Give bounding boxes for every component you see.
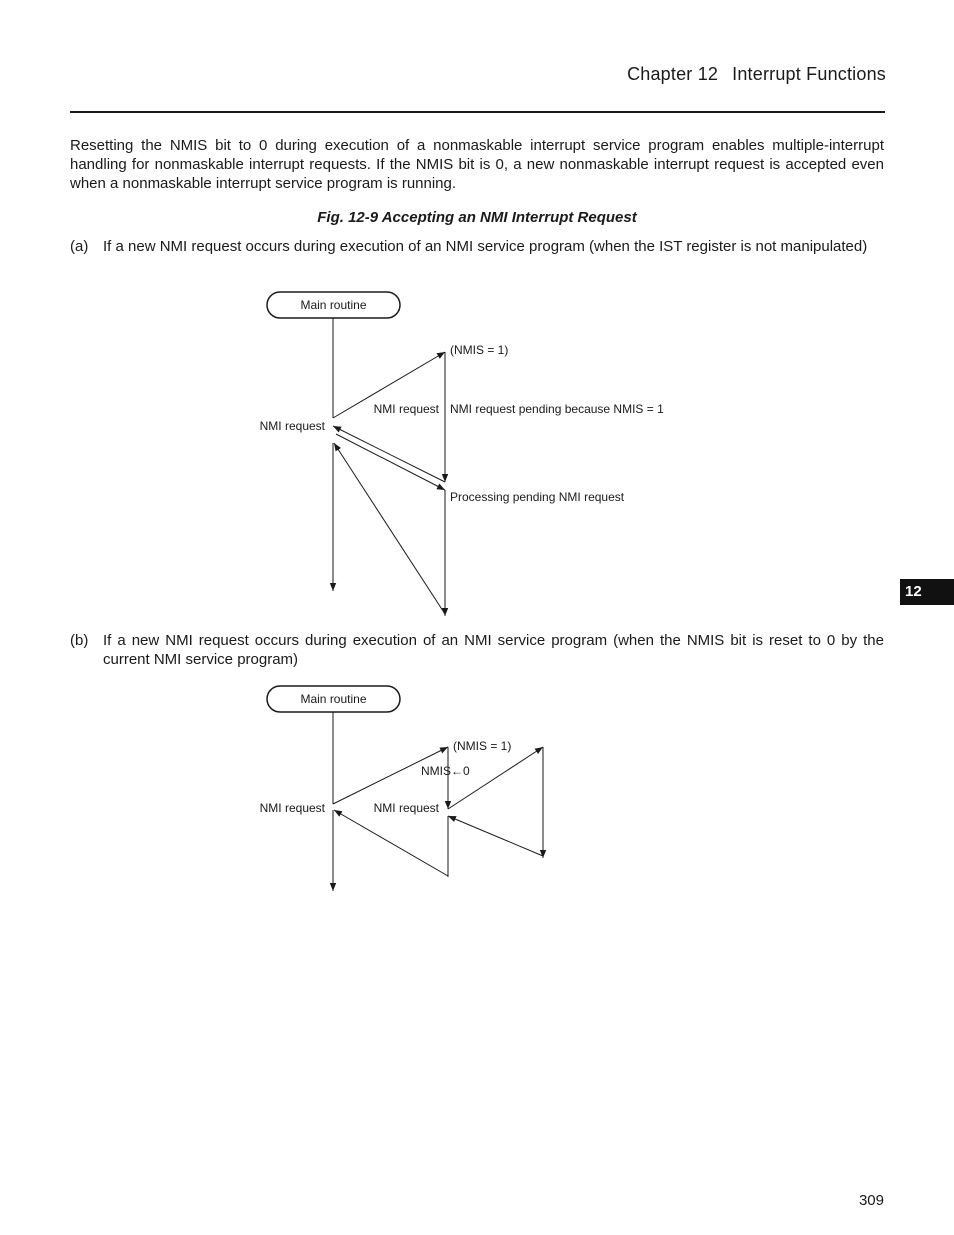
nmis-reset-label: NMIS←0: [421, 764, 470, 778]
case-a-tag: (a): [70, 238, 89, 255]
nmi-request-left-label: NMI request: [259, 801, 325, 815]
processing-label: Processing pending NMI request: [450, 490, 625, 504]
nmi-request-right-label: NMI request: [373, 801, 439, 815]
case-a-description: [70, 237, 884, 256]
chapter-thumb-tab: 12: [900, 579, 954, 605]
branch-to-pending: [336, 434, 445, 490]
case-b-text: If a new NMI request occurs during execution of an NMI service program (when the NMIS bit is reset to 0 by the current NMI service program): [103, 632, 884, 668]
return-from-nmi-service-2: [448, 816, 543, 856]
pending-label: NMI request pending because NMIS = 1: [450, 402, 664, 416]
case-b-tag: (b): [70, 632, 89, 649]
chapter-title: Interrupt Functions: [732, 64, 886, 84]
diagram-b: [0, 680, 954, 900]
nmis-label: (NMIS = 1): [453, 739, 512, 753]
nmi-request-right-label: NMI request: [373, 402, 439, 416]
page-number: 309: [858, 1192, 884, 1209]
chapter-header: [627, 64, 886, 85]
chapter-number: Chapter 12: [627, 64, 719, 84]
return-to-main: [333, 426, 445, 482]
return-from-pending: [334, 443, 445, 614]
main-routine-label: Main routine: [300, 298, 367, 312]
branch-to-nmi-service-2: [448, 747, 543, 809]
nmis-label: (NMIS = 1): [450, 343, 509, 357]
figure-caption: Fig. 12-9 Accepting an NMI Interrupt Request: [317, 209, 637, 226]
main-routine-label: Main routine: [300, 692, 367, 706]
intro-paragraph: Resetting the NMIS bit to 0 during execution of a nonmaskable interrupt service program enables multiple-interrupt handling for nonmaskable interrupt requests. If the NMIS bit is 0, a new nonmaskable interrupt request is accepted even when a nonmaskable interrupt service program is running.: [70, 137, 884, 192]
case-b-description: [70, 631, 884, 669]
nmi-request-left-label: NMI request: [259, 419, 325, 433]
diagram-a: [0, 285, 954, 625]
header-rule: [70, 111, 885, 113]
case-a-text: If a new NMI request occurs during execution of an NMI service program (when the IST register is not manipulated): [103, 238, 868, 255]
return-from-nmi-service-1: [334, 810, 448, 876]
